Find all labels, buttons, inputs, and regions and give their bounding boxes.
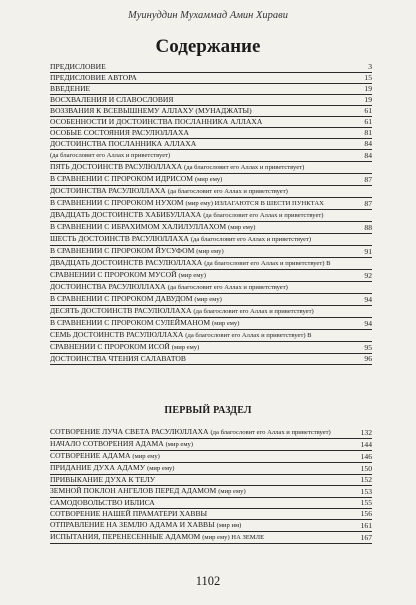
toc-entry-title	[50, 270, 362, 281]
toc-entry-heading: СРАВНЕНИИ С ПРОРОКОМ МУСОЙ	[50, 270, 177, 279]
toc-entry-title	[50, 532, 359, 543]
toc-entry-title	[50, 282, 370, 293]
toc-entry-page: 81	[364, 128, 372, 137]
toc-entry-page: 155	[360, 498, 372, 507]
toc-entry	[50, 84, 372, 95]
toc-entry-heading: В СРАВНЕНИИ С ПРОРОКОМ ЙУСУФОМ	[50, 246, 195, 255]
toc-entry-title	[50, 95, 362, 105]
toc-entry-page: 15	[364, 73, 372, 82]
toc-entry-title	[50, 427, 359, 438]
toc-entry-heading: ДОСТОИНСТВА РАСУЛЮЛЛАХА	[50, 282, 166, 291]
toc-entry-note: (да благословит его Аллах и приветствует)	[50, 152, 171, 159]
toc-entry-heading: НАЧАЛО СОТВОРЕНИЯ АДАМА	[50, 439, 164, 448]
toc-entry-note: (мир ему)	[218, 488, 246, 495]
toc-entry-title	[50, 62, 366, 72]
toc-entry-heading: ДВАДЦАТЬ ДОСТОИНСТВ ХАБИБУЛЛАХА	[50, 210, 202, 219]
toc-entry-heading: В СРАВНЕНИИ С ПРОРОКОМ ИДРИСОМ	[50, 174, 194, 183]
toc-entry-page: 87	[364, 175, 372, 184]
toc-entry	[50, 117, 372, 128]
toc-entry-title	[50, 306, 370, 317]
toc-entry-note: (да благословит его Аллах и приветствует)	[210, 429, 331, 436]
toc-entry	[50, 186, 372, 198]
toc-entry-heading: В СРАВНЕНИИ С ПРОРОКОМ ДАВУДОМ	[50, 294, 193, 303]
toc-entry	[50, 174, 372, 186]
toc-entry-title	[50, 210, 370, 221]
toc-entry-page: 167	[360, 533, 372, 542]
toc-entry-note: (мир им)	[216, 522, 242, 529]
toc-entry-heading: ДОСТОИНСТВА ПОСЛАННИКА АЛЛАХА	[50, 139, 197, 148]
toc-entry-heading: ЗЕМНОЙ ПОКЛОН АНГЕЛОВ ПЕРЕД АДАМОМ	[50, 486, 217, 495]
toc-entry	[50, 354, 372, 365]
toc-entry-note: (да благословит его Аллах и приветствует)	[193, 308, 314, 315]
toc-entry	[50, 294, 372, 306]
toc-entry-page: 153	[360, 487, 372, 496]
toc-entry	[50, 509, 372, 520]
toc-entry-heading: В СРАВНЕНИИ С ПРОРОКОМ СУЛЕЙМАНОМ	[50, 318, 211, 327]
toc-entry-note: (мир ему)	[228, 224, 256, 231]
toc-entry	[50, 222, 372, 234]
toc-entry	[50, 95, 372, 106]
toc-entry-page: 132	[360, 428, 372, 437]
toc-entry-note: (мир ему)	[171, 344, 200, 351]
toc-entry-page: 94	[364, 295, 372, 304]
toc-entry	[50, 439, 372, 451]
toc-entry-page: 156	[360, 509, 372, 518]
toc-entry-page: 87	[364, 199, 372, 208]
toc-entry	[50, 270, 372, 282]
toc-entry-page: 144	[360, 440, 372, 449]
toc-entry-heading: ИСПЫТАНИЯ, ПЕРЕНЕСЕННЫЕ АДАМОМ	[50, 532, 201, 541]
toc-entry	[50, 150, 372, 162]
toc-entry-title	[50, 486, 359, 497]
toc-entry-title	[50, 246, 362, 257]
toc-entry-note: (да благословит его Аллах и приветствует) В	[185, 332, 312, 339]
toc-entry-page: 84	[364, 139, 372, 148]
page-number: 1102	[195, 574, 221, 588]
toc-entry-title	[50, 330, 370, 341]
toc-entry-heading: ОСОБЕННОСТИ И ДОСТОИНСТВА ПОСЛАННИКА АЛЛАХА	[50, 117, 263, 126]
section-heading: ПЕРВЫЙ РАЗДЕЛ	[164, 405, 252, 416]
toc-entry-note: (мир ему)	[147, 465, 175, 472]
toc-entry-title	[50, 150, 362, 161]
toc-entry	[50, 520, 372, 532]
toc-entry-heading: В СРАВНЕНИИ С ПРОРОКОМ НУХОМ	[50, 198, 184, 207]
toc-entry-heading: ВОСХВАЛЕНИЯ И СЛАВОСЛОВИЯ	[50, 95, 174, 104]
toc-entry-note: (да благословит его Аллах и приветствует)	[203, 212, 324, 219]
toc-entry	[50, 162, 372, 174]
toc-entry	[50, 139, 372, 150]
toc-entry-page: 92	[364, 271, 372, 280]
toc-entry-note: (да благословит его Аллах и приветствует) В	[204, 260, 331, 267]
toc-entry-title	[50, 222, 362, 233]
toc-entry-title	[50, 84, 362, 94]
running-head: Муинуддин Мухаммад Амин Хирави	[127, 10, 288, 21]
page-title: Содержание	[155, 36, 261, 57]
toc-entry	[50, 234, 372, 246]
toc-entry-heading: ПРЕДИСЛОВИЕ АВТОРА	[50, 73, 137, 82]
toc-entry	[50, 463, 372, 475]
toc-entry	[50, 106, 372, 117]
toc-entry	[50, 62, 372, 73]
toc-entry-note: (да благословит его Аллах и приветствует)	[184, 164, 305, 171]
toc-entry	[50, 486, 372, 498]
toc-entry-title	[50, 498, 359, 508]
toc-entry-title	[50, 294, 362, 305]
toc-entry	[50, 306, 372, 318]
toc-entry-title	[50, 520, 359, 531]
toc-entry-page: 19	[364, 84, 372, 93]
toc-section1-list	[50, 418, 372, 544]
toc-entry	[50, 342, 372, 354]
toc-entry-title	[50, 106, 362, 116]
toc-entry-title	[50, 234, 370, 245]
toc-entry-title	[50, 198, 362, 209]
toc-entry-note: (мир ему)	[196, 248, 224, 255]
toc-entry-page: 91	[364, 247, 372, 256]
toc-entry-heading: ПРЕДИСЛОВИЕ	[50, 62, 106, 71]
toc-entry-title	[50, 258, 370, 269]
toc-main-list	[50, 62, 372, 365]
toc-entry-page: 146	[360, 452, 372, 461]
toc-entry-heading: СОТВОРЕНИЕ НАШЕЙ ПРАМАТЕРИ ХАВВЫ	[50, 509, 208, 518]
toc-entry-note: (да благословит его Аллах и приветствует)	[167, 284, 288, 291]
toc-entry	[50, 475, 372, 486]
toc-entry-title	[50, 174, 362, 185]
toc-entry-title	[50, 463, 359, 474]
toc-entry	[50, 258, 372, 270]
toc-entry-heading: ПРИДАНИЕ ДУХА АДАМУ	[50, 463, 146, 472]
toc-entry-heading: ДВАДЦАТЬ ДОСТОИНСТВ РАСУЛЮЛЛАХА	[50, 258, 203, 267]
toc-entry-title	[50, 128, 362, 138]
toc-entry-title	[50, 451, 359, 462]
toc-entry-heading: ДОСТОИНСТВА РАСУЛЮЛЛАХА	[50, 186, 166, 195]
toc-entry-heading: ОСОБЫЕ СОСТОЯНИЯ РАСУЛЮЛЛАХА	[50, 128, 189, 137]
toc-entry	[50, 128, 372, 139]
toc-entry-title	[50, 318, 362, 329]
toc-entry-heading: В СРАВНЕНИИ С ИБРАХИМОМ ХАЛИЛУЛЛАХОМ	[50, 222, 227, 231]
toc-entry-heading: САМОДОВОЛЬСТВО ИБЛИСА	[50, 498, 155, 507]
toc-entry	[50, 318, 372, 330]
toc-entry-note: (мир ему)	[194, 296, 222, 303]
toc-entry-note: (мир ему)	[194, 176, 223, 183]
toc-entry-page: 84	[364, 151, 372, 160]
toc-entry	[50, 418, 372, 439]
toc-entry-title	[50, 439, 359, 450]
toc-entry-note: (мир ему)	[178, 272, 206, 279]
toc-entry-title	[50, 117, 362, 127]
toc-entry-page: 152	[360, 475, 372, 484]
toc-entry-heading: ПЯТЬ ДОСТОИНСТВ РАСУЛЮЛЛАХА	[50, 162, 183, 171]
toc-entry-note: (да благословит его Аллах и приветствует)	[190, 236, 312, 243]
toc-entry-page: 161	[360, 521, 372, 530]
toc-entry-heading: ПРИВЫКАНИЕ ДУХА К ТЕЛУ	[50, 475, 156, 484]
toc-entry-page: 95	[364, 343, 372, 352]
toc-entry	[50, 498, 372, 509]
toc-entry-note: (мир ему) ИЗЛАГАЮТСЯ В ШЕСТИ ПУНКТАХ	[185, 200, 324, 207]
toc-entry-note: (мир ему)	[165, 441, 194, 448]
toc-entry-heading: СЕМЬ ДОСТОИНСТВ РАСУЛЮЛЛАХА	[50, 330, 184, 339]
toc-entry-page: 88	[364, 223, 372, 232]
toc-entry-note: (да благословит его Аллах и приветствует)	[167, 188, 288, 195]
toc-entry-page: 96	[364, 354, 372, 363]
toc-entry	[50, 210, 372, 222]
toc-entry-title	[50, 186, 370, 197]
toc-entry-title	[50, 354, 362, 364]
toc-entry-page: 19	[364, 95, 372, 104]
toc-entry	[50, 282, 372, 294]
toc-entry-note: (мир ему)	[132, 453, 160, 460]
toc-entry-page: 61	[364, 106, 372, 115]
toc-entry-heading: СОТВОРЕНИЕ АДАМА	[50, 451, 131, 460]
toc-entry-title	[50, 73, 362, 83]
toc-entry-page: 94	[364, 319, 372, 328]
toc-entry	[50, 73, 372, 84]
toc-entry-title	[50, 162, 370, 173]
toc-entry	[50, 246, 372, 258]
toc-entry-heading: СРАВНЕНИИ С ПРОРОКОМ ИСОЙ	[50, 342, 170, 351]
toc-entry-title	[50, 139, 362, 149]
toc-entry-heading: ДОСТОИНСТВА ЧТЕНИЯ САЛАВАТОВ	[50, 354, 186, 363]
toc-entry-title	[50, 509, 359, 519]
toc-entry-title	[50, 342, 362, 353]
toc-entry-heading: ВОЗЗВАНИЯ К ВСЕВЫШНЕМУ АЛЛАХУ (МУНАДЖАТЫ)	[50, 106, 252, 115]
toc-entry-note: (мир ему)	[211, 320, 240, 327]
toc-entry-page: 3	[368, 62, 372, 71]
toc-entry-page: 150	[360, 464, 372, 473]
toc-entry-heading: ДЕСЯТЬ ДОСТОИНСТВ РАСУЛЮЛЛАХА	[50, 306, 192, 315]
toc-entry-note: (мир ему) НА ЗЕМЛЕ	[202, 534, 265, 541]
toc-entry-heading: ВВЕДЕНИЕ	[50, 84, 91, 93]
toc-entry-page: 61	[364, 117, 372, 126]
toc-entry	[50, 198, 372, 210]
toc-entry	[50, 532, 372, 544]
toc-entry	[50, 330, 372, 342]
toc-entry-title	[50, 475, 359, 485]
toc-entry-heading: ОТПРАВЛЕНИЕ НА ЗЕМЛЮ АДАМА И ХАВВЫ	[50, 520, 215, 529]
toc-entry-heading: СОТВОРЕНИЕ ЛУЧА СВЕТА РАСУЛЮЛЛАХА	[50, 427, 209, 436]
toc-entry	[50, 451, 372, 463]
toc-entry-heading: ШЕСТЬ ДОСТОИНСТВ РАСУЛЮЛЛАХА	[50, 234, 189, 243]
